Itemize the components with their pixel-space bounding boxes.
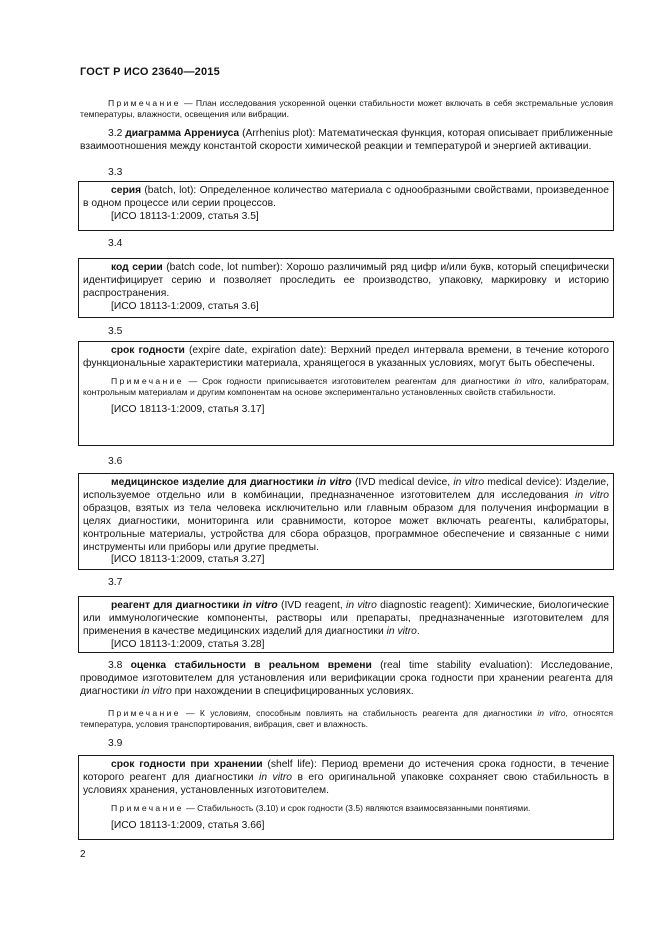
term-reference: [ИСО 18113-1:2009, статья 3.5] — [111, 210, 259, 222]
term-english: diagnostic reagent): — [380, 600, 472, 611]
term-definition — [79, 185, 613, 211]
in-vitro: in vitro — [575, 489, 609, 501]
term-text: Верхний предел интервала времени, в течение которого функциональные характеристики материала, хранящегося в указанных условиях, могут быть обеспечены. — [83, 345, 609, 369]
term-text: Изделие, используемое отдельно или в комбинации, предназначенное изготовителем для исследования — [83, 477, 609, 501]
term-title: серия — [111, 185, 142, 196]
in-vitro: in vitro — [346, 600, 377, 611]
in-vitro: in vitro — [537, 708, 566, 718]
in-vitro: in vitro — [141, 685, 172, 697]
intro-note: Примечание — План исследования ускоренной оценки стабильности может включать в себя экстремальные условия температуры, влажности, освещения или вибрации. — [80, 98, 613, 119]
definition-box-3-6 — [78, 473, 614, 570]
term-text: при нахождении в специфицированных условиях. — [174, 685, 414, 697]
in-vitro: in vitro — [514, 375, 543, 386]
term-title: срок годности — [111, 345, 185, 356]
term-text: Период времени до истечения срока годности, в течение которого реагент для диагностики — [83, 759, 609, 783]
term-number-3-6: 3.6 — [108, 456, 123, 467]
note-text: Стабильность (3.10) и срок годности (3.5) являются взаимосвязанными понятиями. — [197, 802, 531, 813]
term-english: (batch, lot): — [144, 185, 197, 196]
in-vitro: in vitro — [242, 600, 278, 611]
term-english: medical device): — [487, 477, 563, 488]
term-number-3-5: 3.5 — [108, 326, 123, 337]
term-reference: [ИСО 18113-1:2009, статья 3.27] — [111, 554, 265, 566]
term-note: Примечание — Срок годности приписывается изготовителем реагентам для диагностики in vitro, калибраторам, контрольным материалам и другим компонентам на основе экспериментально установленных свойств стабильности. — [83, 375, 610, 397]
term-english: (Arrhenius plot): — [242, 128, 316, 139]
in-vitro: in vitro — [317, 477, 352, 488]
definition-box-3-5 — [78, 341, 614, 446]
note-text: Срок годности приписывается изготовителем реагентам для диагностики — [202, 375, 510, 386]
term-text: Определенное количество материала с однообразными свойствами, произведенное в одном процессе или серии процессов. — [83, 185, 609, 209]
note-label: Примечание — [111, 802, 184, 813]
term-reference: [ИСО 18113-1:2009, статья 3.66] — [111, 819, 265, 831]
definition-3-2 — [80, 128, 613, 154]
note-text: калибраторам, контрольным материалам и другим компонентам на основе экспериментально установленных свойств стабильности. — [83, 375, 610, 397]
term-english: (batch code, lot number): — [166, 262, 283, 273]
definition-box-3-4 — [78, 258, 614, 318]
in-vitro: in vitro — [453, 477, 485, 488]
term-title: диаграмма Аррениуса — [125, 128, 240, 139]
note-3-8: Примечание — К условиям, способным повлиять на стабильность реагента для диагностики in vitro, относятся температура, условия транспортирования, вибрация, свет и влажность. — [80, 708, 613, 729]
term-english: (IVD medical device, — [354, 477, 451, 488]
term-definition — [79, 345, 613, 371]
term-title: срок годности при хранении — [111, 759, 263, 770]
note-text: К условиям, способным повлиять на стабильность реагента для диагностики — [199, 708, 533, 718]
definition-box-3-9 — [78, 755, 614, 840]
term-reference: [ИСО 18113-1:2009, статья 3.6] — [111, 300, 259, 312]
term-reference: [ИСО 18113-1:2009, статья 3.17] — [111, 403, 265, 415]
note-label: Примечание — [108, 98, 181, 108]
term-text: Математическая функция, которая описывает приближенные взаимоотношения между константой скорости химической реакции и температурой и энергией активации. — [80, 128, 613, 152]
term-title: медицинское изделие для диагностики — [111, 477, 314, 488]
term-definition — [79, 262, 613, 301]
term-number: 3.8 — [108, 660, 123, 671]
definition-box-3-7 — [78, 596, 614, 653]
note-text: , относятся температура, условия транспортирования, вибрация, свет и влажность. — [80, 708, 613, 729]
term-definition: реагент для диагностики in vitro (IVD reagent, in vitro diagnostic reagent): Химические, биологические или иммунологические компоненты, растворы или препараты, предназначенные изготовителем для применения в качестве медицинских изделий для диагностики in vitro. — [83, 600, 609, 637]
definition-3-8 — [80, 660, 613, 699]
term-number: 3.2 — [108, 128, 123, 139]
term-text: Хорошо различимый ряд цифр и/или букв, который специфически идентифицирует серию и позволяет проследить ее производство, упаковку, маркировку и историю распространения. — [83, 262, 609, 299]
term-reference: [ИСО 18113-1:2009, статья 3.28] — [111, 638, 265, 650]
intro-note-text: План исследования ускоренной оценки стабильности может включать в себя экстремальные условия температуры, влажности, освещения или вибрации. — [80, 98, 613, 119]
term-title: код серии — [111, 262, 163, 273]
term-title: реагент для диагностики — [111, 600, 240, 611]
in-vitro: in vitro — [386, 625, 417, 637]
note-label: Примечание — [108, 708, 181, 718]
term-text: Химические, биологические или иммунологические компоненты, растворы или препараты, предназначенные изготовителем для применения в качестве медицинских изделий для диагностики — [83, 600, 609, 637]
term-definition — [79, 759, 613, 798]
note-label: Примечание — [111, 375, 184, 386]
term-text: образцов, взятых из тела человека исключительно или главным образом для получения информации в целях диагностики, мониторинга или сравнимости, которое может включать реагенты, калибраторы, контрольные материалы, устройства для сбора образцов, программное обеспечение и связанные с ними инструменты или приборы или другие предметы. — [83, 502, 609, 553]
term-text: в его оригинальной упаковке сохраняет свою стабильность в условиях хранения, установленных изготовителем. — [83, 771, 609, 796]
term-number-3-9: 3.9 — [108, 738, 123, 749]
term-title: оценка стабильности в реальном времени — [130, 660, 372, 671]
document-header: ГОСТ Р ИСО 23640—2015 — [80, 66, 220, 78]
term-text: Исследование, проводимое изготовителем для установления или верификации срока годности при хранении реагента для диагностики — [80, 660, 613, 697]
page-number: 2 — [80, 849, 86, 860]
term-english: (expire date, expiration date): — [188, 345, 327, 356]
term-english: (shelf life): — [267, 759, 317, 770]
term-definition — [79, 477, 613, 554]
in-vitro: in vitro — [259, 771, 292, 783]
term-number-3-7: 3.7 — [108, 577, 123, 588]
term-number-3-3: 3.3 — [108, 167, 123, 178]
term-english: (IVD reagent, — [281, 600, 343, 611]
definition-box-3-3 — [78, 181, 614, 231]
term-english: (real time stability evaluation): — [380, 660, 533, 671]
term-note: Примечание — Стабильность (3.10) и срок годности (3.5) являются взаимосвязанными понятиями. — [111, 802, 531, 813]
term-number-3-4: 3.4 — [108, 238, 123, 249]
